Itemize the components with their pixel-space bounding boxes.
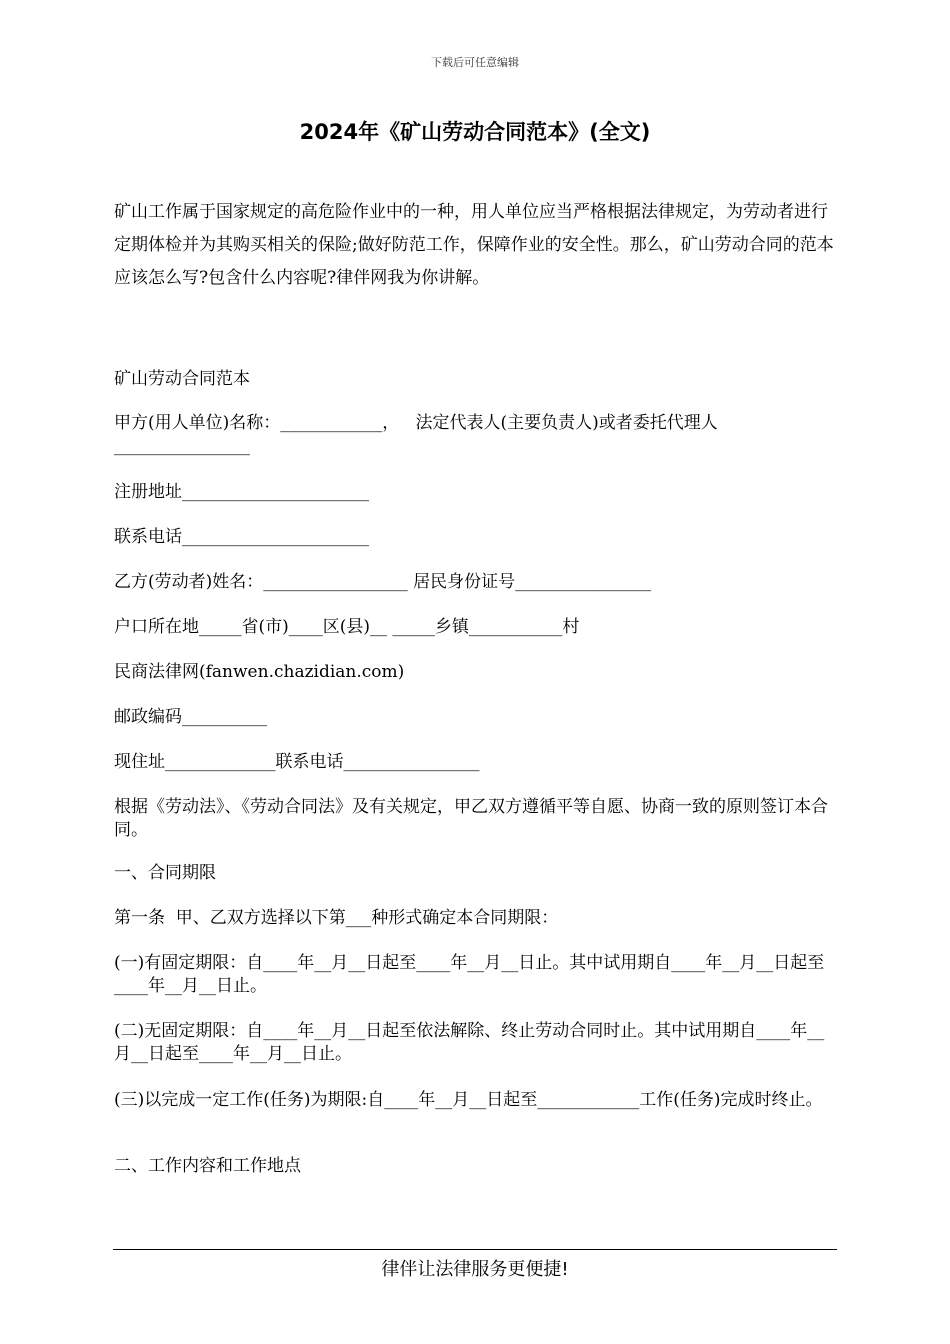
article-1: 第一条 甲、乙双方选择以下第___种形式确定本合同期限： [114, 908, 559, 928]
task-term-clause: (三)以完成一定工作(任务)为期限:自____年__月__日起至____________工作(任务)完成时终止。 [114, 1090, 823, 1110]
party-b-line: 乙方(劳动者)姓名：_________________ 居民身份证号________________ [114, 572, 652, 592]
footer-divider [113, 1249, 837, 1250]
phone-line: 联系电话______________________ [114, 527, 369, 547]
site-line: 民商法律网(fanwen.chazidian.com) [114, 662, 405, 682]
party-a-line: 甲方(用人单位)名称：____________， 法定代表人(主要负责人)或者委托代理人________________ [114, 413, 718, 456]
header-note: 下载后可任意编辑 [431, 56, 519, 69]
current-address-line: 现住址_____________联系电话________________ [114, 752, 480, 772]
hukou-line: 户口所在地_____省(市)____区(县)__ _____乡镇___________村 [114, 617, 580, 637]
fixed-term-clause: (一)有固定期限：自____年__月__日起至____年__月__日止。其中试用期自____年__月__日起至____年__月__日止。 [114, 953, 825, 996]
document-title: 2024年《矿山劳动合同范本》(全文) [299, 120, 651, 144]
registered-address-line: 注册地址______________________ [114, 482, 369, 502]
section-2-heading: 二、工作内容和工作地点 [114, 1156, 301, 1176]
section-1-heading: 一、合同期限 [114, 863, 216, 883]
postcode-line: 邮政编码__________ [114, 707, 267, 727]
intro-paragraph: 矿山工作属于国家规定的高危险作业中的一种，用人单位应当严格根据法律规定，为劳动者进行定期体检并为其购买相关的保险;做好防范工作，保障作业的安全性。那么，矿山劳动合同的范本应该怎么写?包含什么内容呢?律伴网我为你讲解。 [114, 202, 834, 288]
basis-paragraph: 根据《劳动法》、《劳动合同法》及有关规定，甲乙双方遵循平等自愿、协商一致的原则签订本合同。 [114, 797, 828, 840]
open-term-clause: (二)无固定期限：自____年__月__日起至依法解除、终止劳动合同时止。其中试用期自____年__月__日起至____年__月__日止。 [114, 1021, 825, 1064]
footer-slogan: 律伴让法律服务更便捷! [381, 1259, 569, 1280]
contract-heading: 矿山劳动合同范本 [114, 369, 250, 389]
